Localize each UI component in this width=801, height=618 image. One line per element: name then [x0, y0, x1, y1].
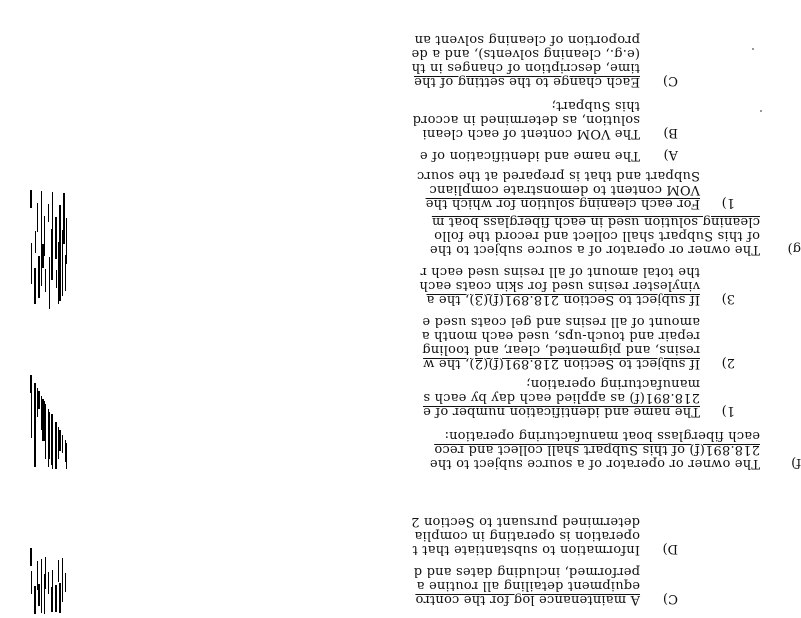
scan-bar [55, 585, 57, 612]
item-marker: C) [662, 591, 678, 606]
item-marker: g) [787, 241, 801, 256]
scan-bar [49, 412, 50, 459]
scan-speck [760, 110, 762, 112]
scan-bar [55, 217, 57, 259]
text-line: If subject to Section 218.891(f)(3), the a [426, 292, 700, 307]
scan-bar [45, 404, 46, 459]
scan-bar [37, 203, 38, 232]
text-line: of this Subpart shall collect and record the follo [433, 228, 760, 243]
text-line: VOM content to demonstrate complianc [429, 182, 700, 197]
text-line: repair and touch-ups, used each month a [421, 328, 700, 343]
text-line: the total amount of all resins used each r [420, 264, 700, 279]
scan-bar [30, 190, 32, 208]
scan-speck [752, 48, 754, 50]
scan-bar [62, 558, 63, 602]
text-line: The VOM content of each cleani [422, 126, 640, 141]
scan-bar [56, 270, 57, 288]
scan-bar [49, 257, 50, 309]
scan-bar [65, 573, 66, 592]
text-line: The owner or operator of a source subject to the [429, 456, 760, 471]
text-line: this Subpart; [551, 98, 640, 113]
text-line: Subpart and that is prepared at the sourc [416, 168, 700, 183]
scan-bar [41, 191, 42, 286]
text-line: time, description of changes in th [411, 60, 640, 75]
text-line: Information to substantiate that t [412, 542, 640, 557]
scan-bar [31, 243, 32, 284]
scan-bar [55, 422, 57, 469]
text-line: resins, and pigmented, clear, and tooling [422, 342, 700, 357]
scan-bar [52, 192, 53, 264]
text-line: The name and identification number of e [422, 404, 700, 419]
text-line: If subject to Section 218.891(f)(2), the w [423, 356, 700, 371]
scan-bar [66, 443, 67, 469]
text-line: vinylester resins used for skin coats each [419, 278, 700, 293]
scan-bar [42, 244, 44, 268]
scan-bar [34, 586, 36, 614]
text-line: manufacturing operation; [525, 376, 700, 391]
scan-bar-marks [30, 375, 70, 475]
scan-bar [30, 548, 32, 566]
scan-bar [59, 205, 61, 301]
scan-bar-marks [30, 548, 70, 618]
scan-bar [44, 216, 45, 256]
text-line: A maintenance log for the contro [415, 592, 640, 607]
item-marker: 1) [721, 403, 735, 418]
scan-bar [59, 430, 61, 451]
item-marker: C) [662, 73, 678, 88]
text-line: For each cleaning solution for which the [425, 196, 700, 211]
scan-bar [48, 204, 49, 222]
text-line: (e.g., cleaning solvents), and a de [411, 46, 640, 61]
text-line: each fiberglass boat manufacturing operation: [444, 428, 760, 443]
scan-bar [38, 584, 40, 606]
item-marker: f) [791, 455, 801, 470]
scan-bar [62, 435, 63, 453]
scan-bar [35, 386, 36, 449]
scan-bar [52, 570, 53, 592]
scan-bar-marks [30, 190, 70, 310]
scan-bar [42, 399, 44, 441]
text-line: The name and identification of e [419, 148, 640, 163]
scan-bar [58, 560, 59, 582]
scan-bar [45, 269, 46, 292]
item-marker: A) [663, 147, 678, 162]
item-marker: 2) [721, 355, 735, 370]
text-line: amount of all resins and gel coats used e [422, 314, 700, 329]
scan-bar [34, 268, 36, 304]
text-line: operation is operating in complia [414, 528, 640, 543]
text-line: determined pursuant to Section 2 [410, 514, 640, 529]
text-line: proportion of cleaning solvent an [414, 32, 640, 47]
item-marker: B) [663, 125, 678, 140]
scan-bar [31, 378, 32, 438]
scan-bar [35, 231, 36, 253]
scan-bar [41, 559, 42, 613]
scan-bar [52, 417, 53, 469]
scan-bar [63, 193, 65, 244]
item-marker: 1) [721, 195, 735, 210]
text-line: solution, as determined in accord [412, 112, 640, 127]
text-line: The owner or operator of a source subject to the [429, 242, 760, 257]
scan-bar [31, 571, 32, 594]
item-marker: 3) [721, 291, 735, 306]
scan-bar [48, 572, 49, 594]
text-line: 218.891(f) as applied each day by each s [423, 390, 700, 405]
text-line: performed, including dates and d [413, 564, 640, 579]
text-line: Each change to the setting of the [413, 74, 640, 89]
scan-bar [38, 256, 40, 298]
scan-bar [59, 583, 61, 613]
text-line: 218.891(f) of this Subpart shall collect and reco [434, 442, 760, 457]
scan-bar [45, 557, 46, 589]
scan-bar [38, 391, 40, 409]
scan-bar [66, 218, 67, 264]
item-marker: D) [662, 541, 678, 556]
text-line: equipment detailing all routine a [416, 578, 640, 593]
text-line: cleaning solution used in each fiberglass boat m [431, 214, 760, 229]
